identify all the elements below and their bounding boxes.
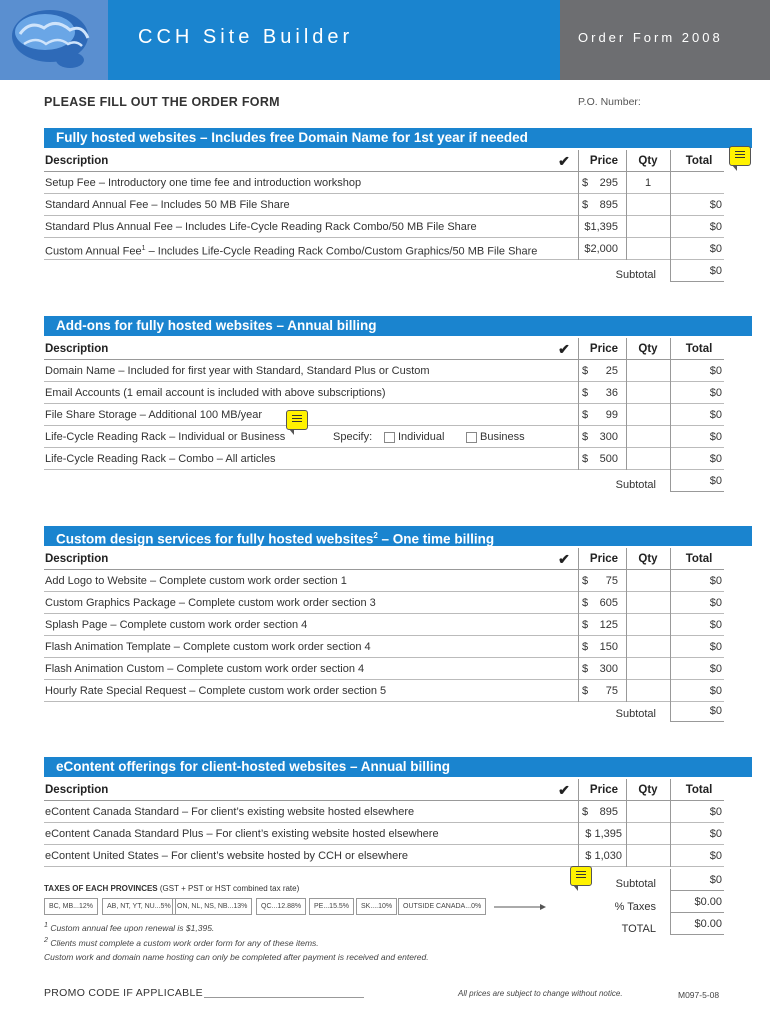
total-header: Total — [685, 784, 713, 796]
table-row — [44, 448, 724, 470]
table-row — [44, 845, 724, 867]
table-row — [44, 216, 724, 238]
dollar-sign: $ — [582, 619, 589, 631]
total-value: $0.00 — [670, 913, 724, 935]
row-description: Life-Cycle Reading Rack – Combo – All articles — [45, 453, 276, 465]
row-total: $0 — [709, 387, 722, 399]
price-header: Price — [589, 553, 619, 565]
table-row — [44, 658, 724, 680]
subtotal-value: $0 — [670, 700, 724, 722]
dollar-sign: $ — [582, 663, 589, 675]
row-price: 150 — [599, 641, 618, 653]
row-description: Hourly Rate Special Request – Complete custom work order section 5 — [45, 685, 387, 697]
footnote-3: Custom work and domain name hosting can only be completed after payment is received and entered. — [44, 952, 429, 962]
tax-box: PE...15.5% — [309, 898, 354, 915]
total-label: TOTAL — [621, 923, 656, 935]
row-description: Flash Animation Template – Complete custom work order section 4 — [45, 641, 371, 653]
dollar-sign: $ — [582, 199, 589, 211]
table-row — [44, 426, 724, 448]
qty-input[interactable] — [628, 216, 668, 238]
section2-header-row — [44, 338, 724, 360]
row-description: eContent Canada Standard – For client’s existing website hosted elsewhere — [45, 806, 415, 818]
table-row — [44, 570, 724, 592]
order-form-title: Order Form 2008 — [578, 30, 723, 45]
form-code: M097-5-08 — [678, 990, 720, 1000]
specify-label: Specify: — [333, 431, 373, 443]
row-total: $0 — [709, 597, 722, 609]
taxes-label: % Taxes — [614, 901, 656, 913]
row-total: $0 — [709, 243, 722, 255]
comment-icon[interactable] — [729, 146, 751, 166]
checkmark-icon: ✔ — [558, 341, 570, 357]
table-row — [44, 636, 724, 658]
description-header: Description — [45, 784, 109, 796]
dollar-sign: $ — [582, 453, 589, 465]
qty-header: Qty — [638, 155, 658, 167]
row-description: Custom Graphics Package – Complete custom work order section 3 — [45, 597, 376, 609]
tax-box: ON, NL, NS, NB...13% — [172, 898, 252, 915]
row-description: Email Accounts (1 email account is included with above subscriptions) — [45, 387, 386, 399]
total-header: Total — [685, 343, 713, 355]
description-header: Description — [45, 343, 109, 355]
row-description: eContent Canada Standard Plus – For client’s existing website hosted elsewhere — [45, 828, 439, 840]
dollar-sign: $ — [582, 641, 589, 653]
dollar-sign: $ — [582, 685, 589, 697]
table-row — [44, 801, 724, 823]
arrow-right-icon — [494, 902, 546, 912]
table-row — [44, 614, 724, 636]
dollar-sign: $ — [582, 365, 589, 377]
row-price: 300 — [599, 663, 618, 675]
taxes-heading: TAXES OF EACH PROVINCES (GST + PST or HST combined tax rate) — [44, 884, 300, 893]
comment-icon[interactable] — [570, 866, 592, 886]
row-price: 75 — [605, 685, 618, 697]
row-total: $0 — [709, 575, 722, 587]
subtotal-value: $0 — [670, 869, 724, 891]
subtotal-value: $0 — [670, 470, 724, 492]
row-description: Add Logo to Website – Complete custom work order section 1 — [45, 575, 347, 587]
promo-code-label: PROMO CODE IF APPLICABLE — [44, 987, 203, 999]
dollar-sign: $ — [582, 177, 589, 189]
dollar-sign: $ — [582, 431, 589, 443]
table-row — [44, 194, 724, 216]
table-row — [44, 680, 724, 702]
section3-title: Custom design services for fully hosted websites$^2$ – One time billing — [44, 526, 752, 546]
subtotal-value: $0 — [670, 260, 724, 282]
promo-code-input[interactable] — [204, 997, 364, 998]
footnote-2: $^2$ Clients must complete a custom work order form for any of these items. — [44, 936, 319, 948]
row-description: Setup Fee – Introductory one time fee and introduction workshop — [45, 177, 362, 189]
row-price: 25 — [605, 365, 618, 377]
checkmark-icon: ✔ — [558, 782, 570, 798]
title-banner — [108, 0, 560, 80]
row-price: 295 — [599, 177, 618, 189]
row-price: $2,000 — [584, 243, 618, 255]
subtotal-label: Subtotal — [615, 708, 656, 720]
section1-title: Fully hosted websites – Includes free Domain Name for 1st year if needed — [44, 128, 752, 148]
subtotal-label: Subtotal — [615, 479, 656, 491]
price-header: Price — [589, 343, 619, 355]
row-price: 895 — [599, 199, 618, 211]
row-price: 500 — [599, 453, 618, 465]
row-price: 895 — [599, 806, 618, 818]
row-total: $0 — [709, 685, 722, 697]
total-header: Total — [685, 155, 713, 167]
tax-box: QC...12.88% — [256, 898, 306, 915]
section4-header-row — [44, 779, 724, 801]
dollar-sign: $ — [582, 409, 589, 421]
qty-input[interactable]: 1 — [644, 177, 652, 189]
brain-logo — [0, 0, 108, 80]
site-title: CCH Site Builder — [138, 26, 354, 48]
row-total: $0 — [709, 409, 722, 421]
tax-box: SK....10% — [356, 898, 397, 915]
individual-checkbox[interactable]: Individual — [384, 426, 444, 448]
row-description: Standard Annual Fee – Includes 50 MB File Share — [45, 199, 290, 211]
footnote-1: $^1$ Custom annual fee upon renewal is $1,395. — [44, 921, 215, 933]
row-price: 36 — [605, 387, 618, 399]
row-price: 99 — [605, 409, 618, 421]
row-total: $0 — [709, 619, 722, 631]
section4-title: eContent offerings for client-hosted websites – Annual billing — [44, 757, 752, 777]
row-total: $0 — [709, 365, 722, 377]
row-price: 75 — [605, 575, 618, 587]
row-total: $0 — [709, 806, 722, 818]
row-price: 605 — [599, 597, 618, 609]
row-total: $0 — [709, 641, 722, 653]
checkmark-icon: ✔ — [558, 551, 570, 567]
business-checkbox[interactable]: Business — [466, 426, 525, 448]
order-form-banner — [560, 0, 770, 80]
row-price: 125 — [599, 619, 618, 631]
row-total: $0 — [709, 431, 722, 443]
row-total: $0 — [709, 663, 722, 675]
row-total: $0 — [709, 850, 722, 862]
table-row — [44, 360, 724, 382]
row-total: $0 — [709, 199, 722, 211]
row-description: Domain Name – Included for first year with Standard, Standard Plus or Custom — [45, 365, 430, 377]
dollar-sign: $ — [582, 597, 589, 609]
tax-box: BC, MB...12% — [44, 898, 98, 915]
section1-header-row — [44, 150, 724, 172]
page-header — [0, 0, 770, 80]
description-header: Description — [45, 553, 109, 565]
price-header: Price — [589, 784, 619, 796]
row-description: Splash Page – Complete custom work order section 4 — [45, 619, 308, 631]
prices-note: All prices are subject to change without notice. — [458, 989, 623, 998]
tax-box: OUTSIDE CANADA...0% — [398, 898, 486, 915]
row-price: $ 1,395 — [585, 828, 622, 840]
row-total: $0 — [709, 221, 722, 233]
subtotal-label: Subtotal — [615, 269, 656, 281]
qty-input[interactable] — [628, 194, 668, 216]
row-description: eContent United States – For client’s website hosted by CCH or elsewhere — [45, 850, 408, 862]
row-total: $0 — [709, 828, 722, 840]
taxes-value: $0.00 — [670, 891, 724, 913]
row-description: Flash Animation Custom – Complete custom work order section 4 — [45, 663, 365, 675]
qty-header: Qty — [638, 343, 658, 355]
row-description: Life-Cycle Reading Rack – Individual or Business — [45, 431, 286, 443]
section2-title: Add-ons for fully hosted websites – Annual billing — [44, 316, 752, 336]
description-header: Description — [45, 155, 109, 167]
table-row — [44, 823, 724, 845]
price-header: Price — [589, 155, 619, 167]
dollar-sign: $ — [582, 387, 589, 399]
row-total: $0 — [709, 453, 722, 465]
row-description: Custom Annual Fee$^1$ – Includes Life-Cycle Reading Rack Combo/Custom Graphics/50 MB File Share — [45, 245, 538, 258]
po-number-label: P.O. Number: — [578, 96, 641, 108]
dollar-sign: $ — [582, 806, 589, 818]
row-total — [670, 172, 724, 194]
qty-header: Qty — [638, 553, 658, 565]
row-price: 300 — [599, 431, 618, 443]
total-header: Total — [685, 553, 713, 565]
dollar-sign: $ — [582, 575, 589, 587]
tax-box: AB, NT, YT, NU...5% — [102, 898, 176, 915]
table-row — [44, 592, 724, 614]
row-price: $ 1,030 — [585, 850, 622, 862]
table-row — [44, 172, 724, 194]
qty-input[interactable] — [628, 238, 668, 260]
row-description: File Share Storage – Additional 100 MB/year — [45, 409, 263, 421]
fill-out-heading: PLEASE FILL OUT THE ORDER FORM — [44, 95, 280, 109]
qty-header: Qty — [638, 784, 658, 796]
section3-header-row — [44, 548, 724, 570]
checkmark-icon: ✔ — [558, 153, 570, 169]
subtotal-label: Subtotal — [615, 878, 656, 890]
row-price: $1,395 — [584, 221, 618, 233]
row-description: Standard Plus Annual Fee – Includes Life-Cycle Reading Rack Combo/50 MB File Share — [45, 221, 477, 233]
table-row — [44, 382, 724, 404]
table-row — [44, 238, 724, 260]
table-row — [44, 404, 724, 426]
